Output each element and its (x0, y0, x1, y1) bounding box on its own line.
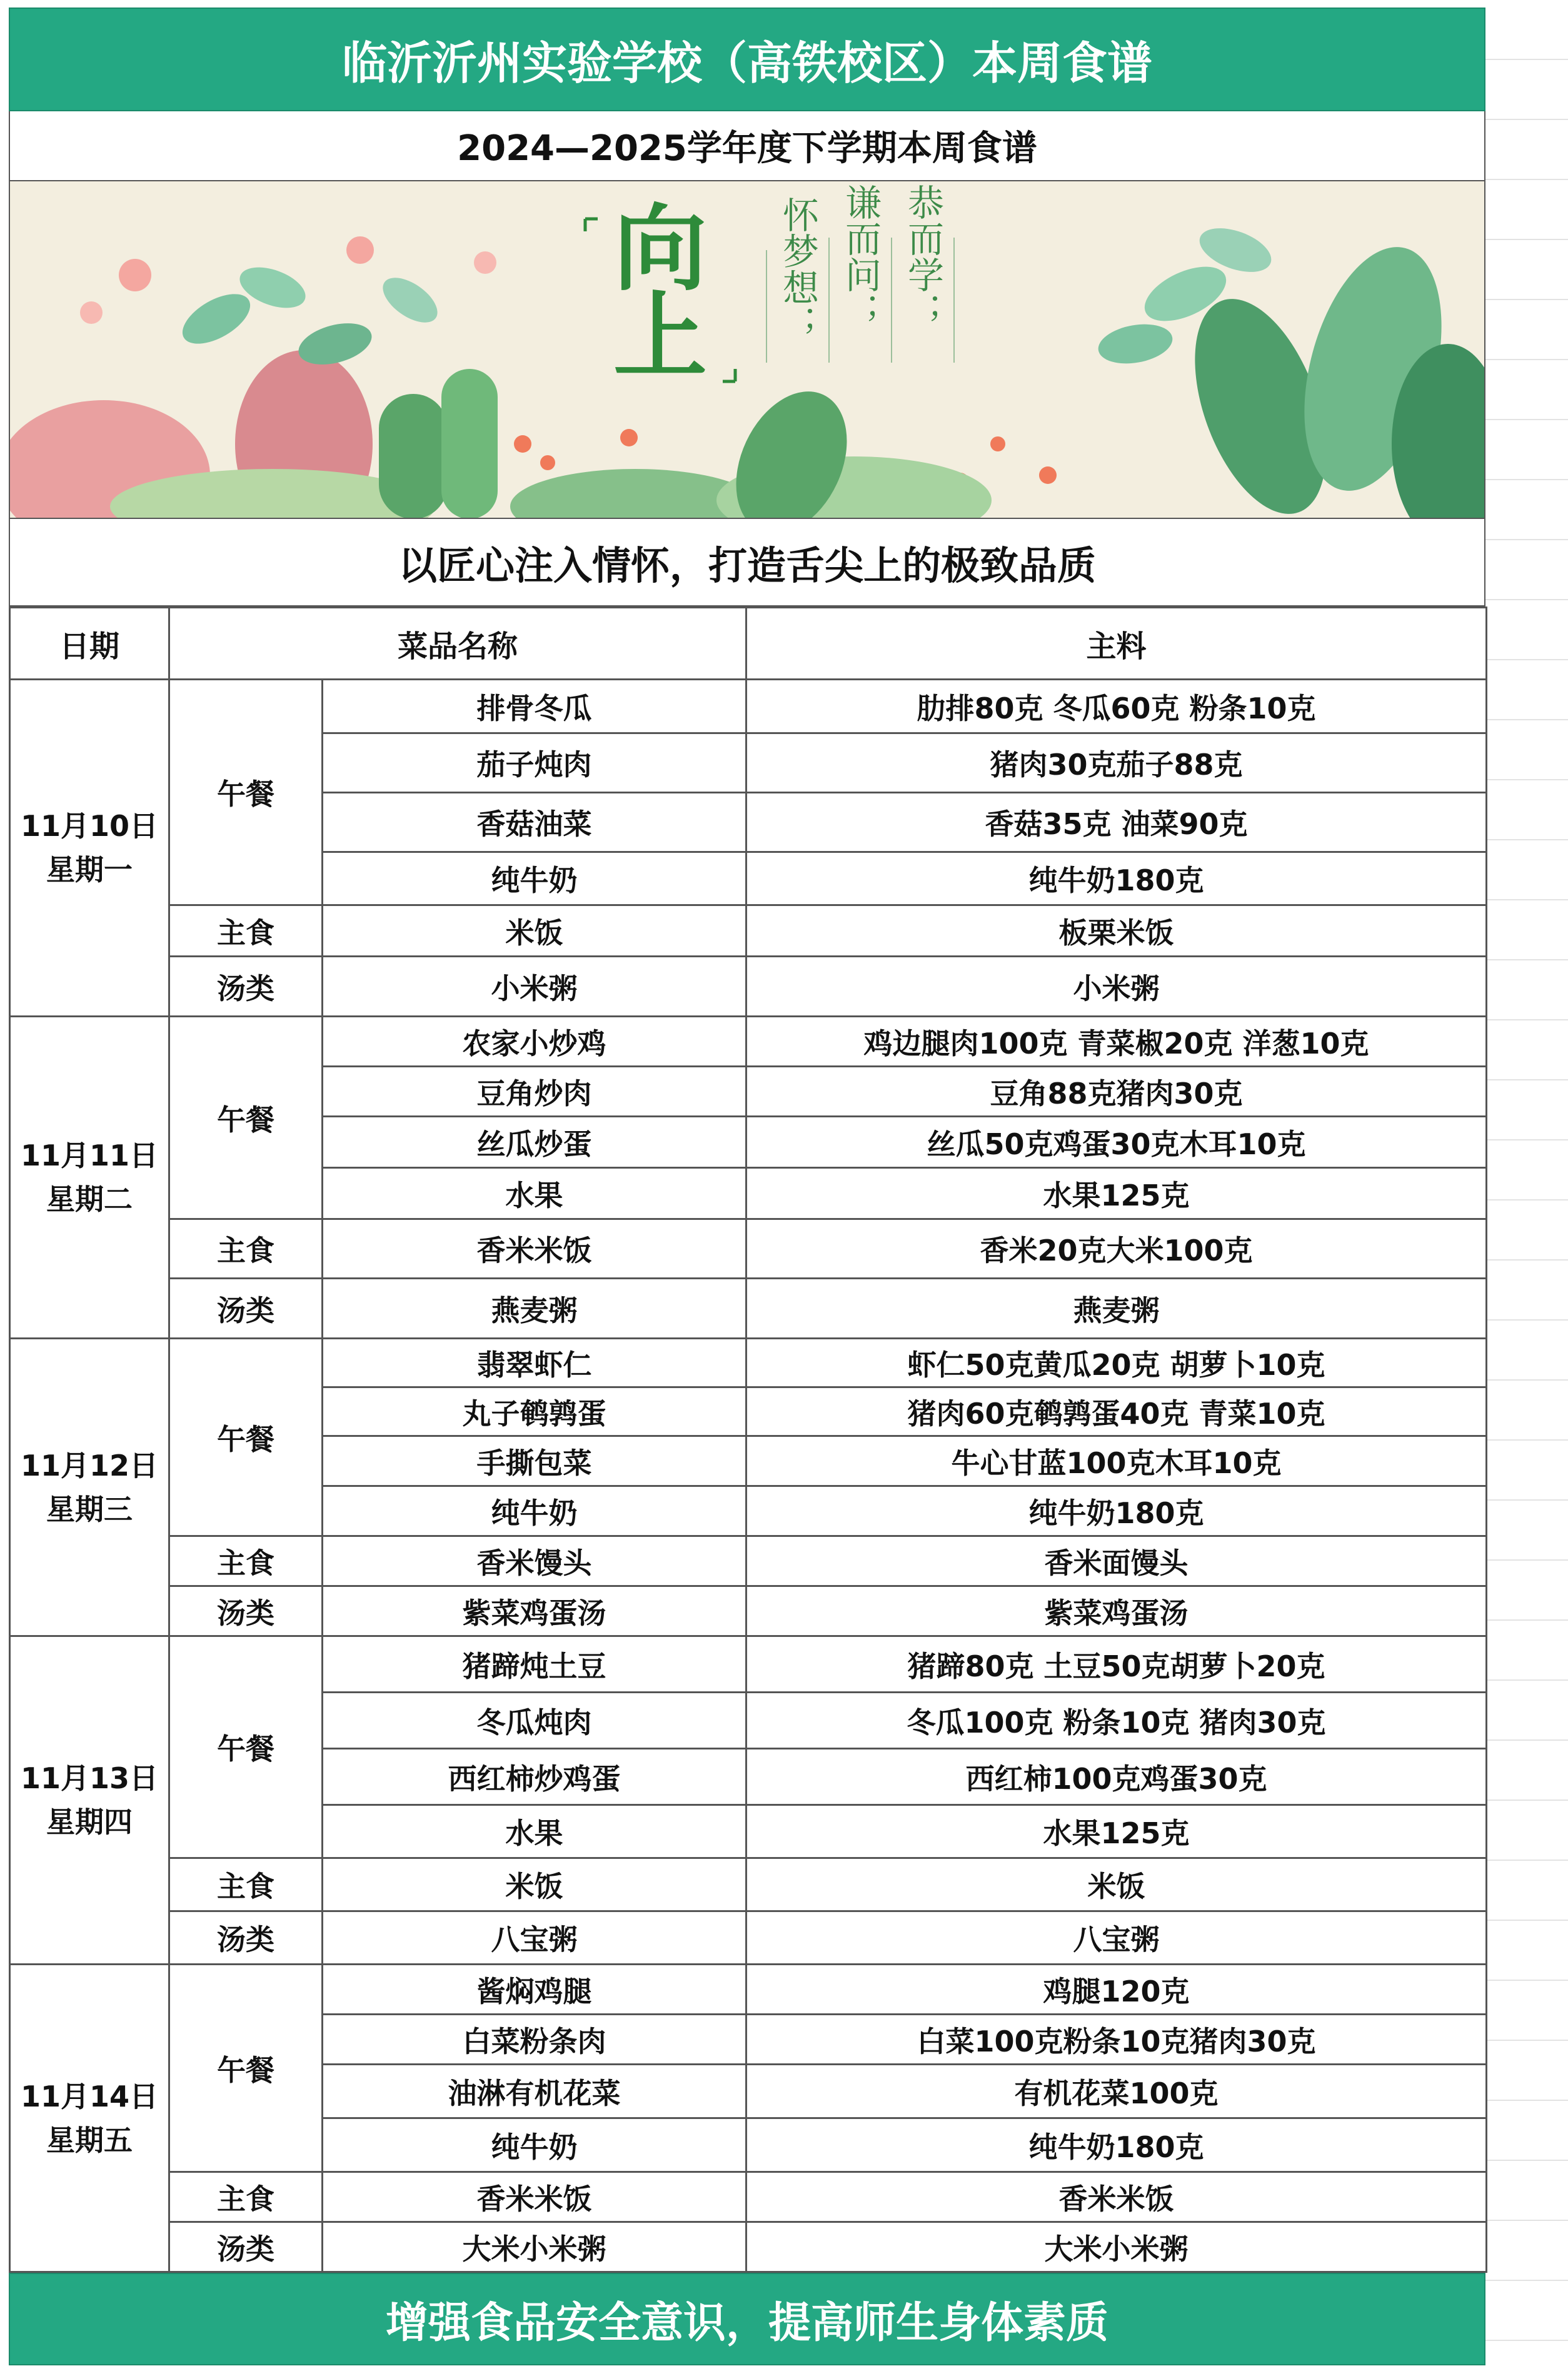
table-header-row (10, 608, 1487, 680)
weekday-text: 星期五 (46, 2123, 133, 2157)
dish-name-cell: 翡翠虾仁 (323, 1339, 746, 1387)
dish-name-cell: 大米小米粥 (323, 2222, 746, 2272)
table-row (10, 1911, 1487, 1965)
dish-name-cell: 燕麦粥 (323, 1279, 746, 1339)
dish-name-cell: 纯牛奶 (323, 852, 746, 905)
ingredients-cell: 水果125克 (746, 1805, 1487, 1858)
banner-verse-3: 怀梦想； (776, 196, 819, 341)
ingredients-cell: 猪蹄80克 土豆50克胡萝卜20克 (746, 1636, 1487, 1693)
table-row (10, 1017, 1487, 1067)
table-row (10, 680, 1487, 733)
menu-table (9, 607, 1487, 2273)
dish-name-cell: 香米米饭 (323, 2172, 746, 2222)
leaf-shape (174, 284, 258, 354)
table-row (10, 957, 1487, 1017)
dish-name-cell: 香米馒头 (323, 1536, 746, 1586)
leaf-shape (375, 269, 445, 331)
ingredients-cell: 冬瓜100克 粉条10克 猪肉30克 (746, 1693, 1487, 1749)
weekday-text: 星期三 (46, 1492, 133, 1526)
ingredients-cell: 纯牛奶180克 (746, 852, 1487, 905)
category-cell: 午餐 (169, 1965, 323, 2172)
frame-corner-shape (585, 219, 598, 231)
header-dish: 菜品名称 (169, 608, 746, 680)
ingredients-cell: 米饭 (746, 1858, 1487, 1911)
table-row (10, 2172, 1487, 2222)
date-text: 11月10日 (20, 809, 159, 843)
ingredients-cell: 香米米饭 (746, 2172, 1487, 2222)
cactus-shape (379, 394, 448, 518)
ingredients-cell: 八宝粥 (746, 1911, 1487, 1965)
ingredients-cell: 牛心甘蓝100克木耳10克 (746, 1436, 1487, 1486)
date-text: 11月13日 (20, 1761, 159, 1795)
category-cell: 午餐 (169, 1017, 323, 1219)
date-cell (10, 1339, 169, 1636)
ingredients-cell: 豆角88克猪肉30克 (746, 1067, 1487, 1117)
table-row (10, 1279, 1487, 1339)
flower-shape (990, 436, 1005, 451)
menu-sheet (9, 8, 1485, 2365)
cactus-shape (441, 369, 498, 518)
dish-name-cell: 水果 (323, 1805, 746, 1858)
ingredients-cell: 大米小米粥 (746, 2222, 1487, 2272)
flower-shape (620, 429, 638, 446)
table-row (10, 1339, 1487, 1387)
page-subtitle: 2024—2025学年度下学期本周食谱 (9, 111, 1485, 181)
date-cell (10, 1965, 169, 2272)
flower-shape (346, 236, 374, 264)
dish-name-cell: 油淋有机花菜 (323, 2065, 746, 2118)
spreadsheet-gridlines (1485, 0, 1568, 2376)
ingredients-cell: 香米面馒头 (746, 1536, 1487, 1586)
ingredients-cell: 香米20克大米100克 (746, 1219, 1487, 1279)
weekday-text: 星期四 (46, 1805, 133, 1839)
date-text: 11月14日 (20, 2079, 159, 2113)
category-cell: 午餐 (169, 1339, 323, 1536)
ingredients-cell: 有机花菜100克 (746, 2065, 1487, 2118)
date-cell (10, 1636, 169, 1965)
header-date: 日期 (10, 608, 169, 680)
table-row (10, 1636, 1487, 1693)
dish-name-cell: 茄子炖肉 (323, 733, 746, 793)
dish-name-cell: 豆角炒肉 (323, 1067, 746, 1117)
banner-big-char-1: 向 (613, 194, 708, 304)
table-row (10, 1858, 1487, 1911)
dish-name-cell: 小米粥 (323, 957, 746, 1017)
weekday-text: 星期二 (46, 1182, 133, 1216)
flower-shape (474, 251, 496, 274)
dish-name-cell: 丸子鹌鹑蛋 (323, 1387, 746, 1436)
date-text: 11月11日 (20, 1139, 159, 1172)
table-row (10, 2222, 1487, 2272)
banner-big-char-2: 上 (613, 281, 708, 391)
date-cell (10, 680, 169, 1017)
header-ingredients: 主料 (746, 608, 1487, 680)
dish-name-cell: 农家小炒鸡 (323, 1017, 746, 1067)
dish-name-cell: 排骨冬瓜 (323, 680, 746, 733)
category-cell: 汤类 (169, 2222, 323, 2272)
table-row (10, 905, 1487, 957)
flower-shape (540, 455, 555, 470)
frame-corner-shape (723, 369, 735, 381)
category-cell: 主食 (169, 1536, 323, 1586)
ingredients-cell: 白菜100克粉条10克猪肉30克 (746, 2015, 1487, 2065)
dish-name-cell: 香菇油菜 (323, 793, 746, 852)
page-title: 临沂沂州实验学校（高铁校区）本周食谱 (9, 8, 1485, 111)
ingredients-cell: 紫菜鸡蛋汤 (746, 1586, 1487, 1636)
leaf-shape (1095, 319, 1176, 369)
weekday-text: 星期一 (46, 853, 133, 887)
dish-name-cell: 冬瓜炖肉 (323, 1693, 746, 1749)
dish-name-cell: 水果 (323, 1168, 746, 1219)
date-text: 11月12日 (20, 1448, 159, 1482)
ingredients-cell: 香菇35克 油菜90克 (746, 793, 1487, 852)
ingredients-cell: 肋排80克 冬瓜60克 粉条10克 (746, 680, 1487, 733)
ingredients-cell: 虾仁50克黄瓜20克 胡萝卜10克 (746, 1339, 1487, 1387)
flower-shape (514, 435, 531, 453)
ingredients-cell: 水果125克 (746, 1168, 1487, 1219)
menu-body (10, 680, 1487, 2272)
ingredients-cell: 鸡腿120克 (746, 1965, 1487, 2015)
ingredients-cell: 丝瓜50克鸡蛋30克木耳10克 (746, 1117, 1487, 1168)
category-cell: 汤类 (169, 957, 323, 1017)
banner-image (9, 181, 1485, 519)
dish-name-cell: 手撕包菜 (323, 1436, 746, 1486)
dish-name-cell: 香米米饭 (323, 1219, 746, 1279)
dish-name-cell: 猪蹄炖土豆 (323, 1636, 746, 1693)
category-cell: 主食 (169, 1858, 323, 1911)
dish-name-cell: 纯牛奶 (323, 2118, 746, 2172)
ingredients-cell: 猪肉60克鹌鹑蛋40克 青菜10克 (746, 1387, 1487, 1436)
dish-name-cell: 紫菜鸡蛋汤 (323, 1586, 746, 1636)
flower-shape (1039, 466, 1057, 484)
flower-shape (119, 259, 151, 291)
dish-name-cell: 纯牛奶 (323, 1486, 746, 1536)
ingredients-cell: 纯牛奶180克 (746, 2118, 1487, 2172)
slogan: 以匠心注入情怀，打造舌尖上的极致品质 (9, 519, 1485, 607)
dish-name-cell: 西红柿炒鸡蛋 (323, 1749, 746, 1805)
ingredients-cell: 猪肉30克茄子88克 (746, 733, 1487, 793)
flower-shape (80, 301, 103, 324)
table-row (10, 1536, 1487, 1586)
category-cell: 午餐 (169, 680, 323, 905)
footer-banner: 增强食品安全意识，提高师生身体素质 (9, 2273, 1485, 2365)
dish-name-cell: 八宝粥 (323, 1911, 746, 1965)
category-cell: 汤类 (169, 1586, 323, 1636)
ingredients-cell: 小米粥 (746, 957, 1487, 1017)
table-row (10, 1219, 1487, 1279)
table-row (10, 1586, 1487, 1636)
category-cell: 汤类 (169, 1911, 323, 1965)
dish-name-cell: 酱焖鸡腿 (323, 1965, 746, 2015)
table-row (10, 1965, 1487, 2015)
category-cell: 主食 (169, 905, 323, 957)
category-cell: 主食 (169, 1219, 323, 1279)
ingredients-cell: 西红柿100克鸡蛋30克 (746, 1749, 1487, 1805)
ingredients-cell: 鸡边腿肉100克 青菜椒20克 洋葱10克 (746, 1017, 1487, 1067)
dish-name-cell: 米饭 (323, 1858, 746, 1911)
ingredients-cell: 纯牛奶180克 (746, 1486, 1487, 1536)
dish-name-cell: 米饭 (323, 905, 746, 957)
banner-illustration (10, 181, 1484, 518)
ingredients-cell: 板栗米饭 (746, 905, 1487, 957)
dish-name-cell: 丝瓜炒蛋 (323, 1117, 746, 1168)
category-cell: 汤类 (169, 1279, 323, 1339)
category-cell: 主食 (169, 2172, 323, 2222)
ingredients-cell: 燕麦粥 (746, 1279, 1487, 1339)
banner-verse-1: 恭而学； (902, 184, 944, 329)
category-cell: 午餐 (169, 1636, 323, 1858)
dish-name-cell: 白菜粉条肉 (323, 2015, 746, 2065)
date-cell (10, 1017, 169, 1339)
banner-verse-2: 谦而问； (839, 184, 882, 329)
